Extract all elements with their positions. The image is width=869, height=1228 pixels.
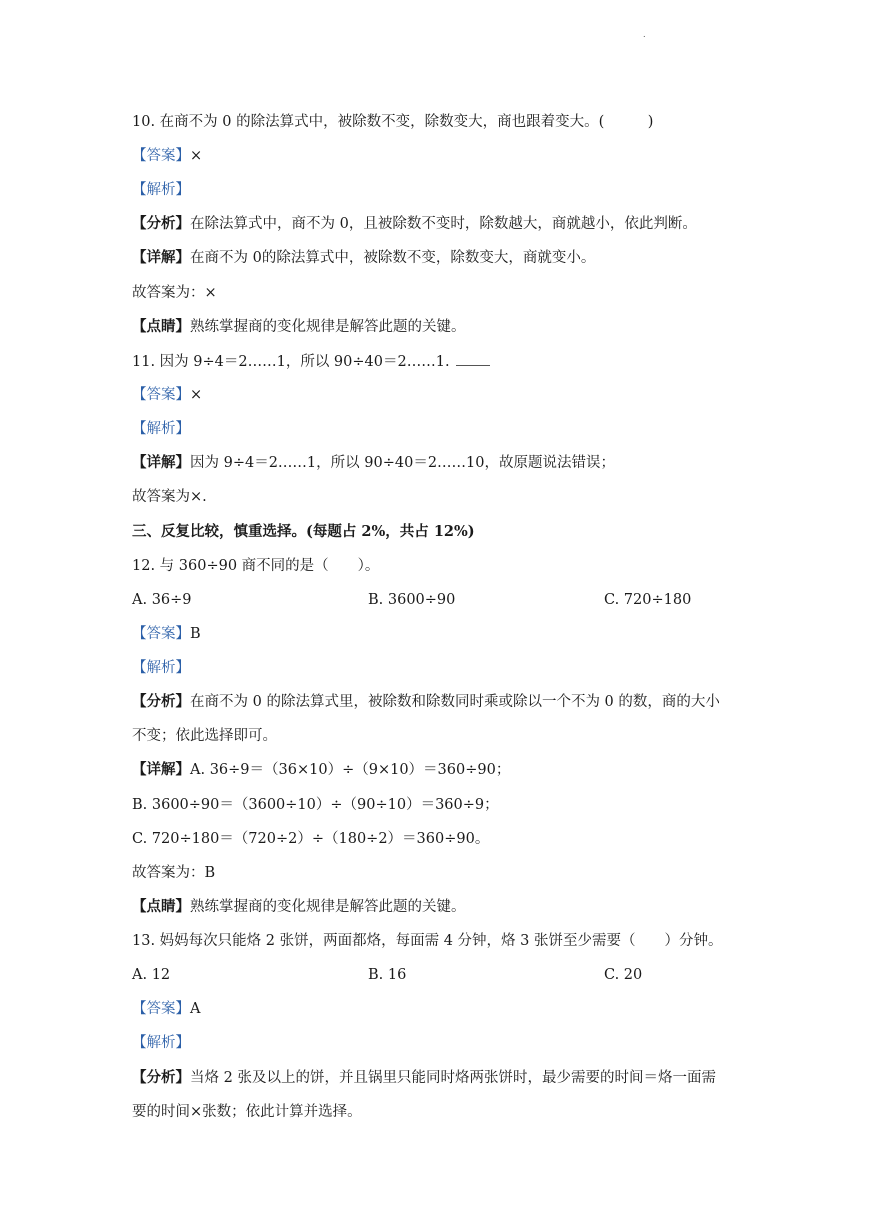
answer-tag: 【答案】 [132, 1001, 190, 1017]
q12-fenxi-cont: 不变；依此选择即可。 [132, 728, 277, 744]
q12-option-a: A. 36÷9 [132, 592, 192, 608]
fenxi-text: 当烙 2 张及以上的饼，并且锅里只能同时烙两张饼时，最少需要的时间＝烙一面需 [190, 1070, 716, 1086]
answer-tag: 【答案】 [132, 626, 190, 642]
q12-analysis-tag: 【解析】 [132, 660, 190, 676]
q13-fenxi [132, 1068, 716, 1088]
q13-option-b: B. 16 [368, 967, 407, 983]
q12-option-b: B. 3600÷90 [368, 592, 456, 608]
xiangjie-tag: 【详解】 [132, 249, 190, 266]
q10-conclusion: 故答案为：× [132, 285, 217, 301]
answer-value: × [190, 387, 203, 403]
answer-value: A [190, 1001, 201, 1017]
q13-option-a: A. 12 [132, 967, 171, 983]
xiangjie-text: 在商不为 0的除法算式中，被除数不变，除数变大，商就变小。 [190, 250, 596, 266]
fenxi-text: 在商不为 0 的除法算式里，被除数和除数同时乘或除以一个不为 0 的数，商的大小 [190, 694, 720, 710]
q13-stem: 13. 妈妈每次只能烙 2 张饼，两面都烙，每面需 4 分钟，烙 3 张饼至少需要（ ）分钟。 [132, 933, 723, 949]
dianjing-text: 熟练掌握商的变化规律是解答此题的关键。 [190, 899, 466, 915]
header-mark: . [643, 30, 646, 39]
q11-conclusion: 故答案为×. [132, 489, 207, 505]
q12-dianjing [132, 897, 466, 917]
dianjing-tag: 【点睛】 [132, 318, 190, 335]
xiangjie-text: 因为 9÷4＝2……1，所以 90÷40＝2……10，故原题说法错误； [190, 455, 615, 471]
answer-value: × [190, 148, 203, 164]
xiangjie-text: A. 36÷9＝（36×10）÷（9×10）＝360÷90； [190, 762, 511, 778]
answer-blank [456, 351, 490, 366]
q11-answer [132, 385, 202, 405]
fenxi-tag: 【分析】 [132, 215, 190, 232]
fenxi-tag: 【分析】 [132, 1069, 190, 1086]
q10-analysis-tag: 【解析】 [132, 182, 190, 198]
q10-stem: 10. 在商不为 0 的除法算式中，被除数不变，除数变大，商也跟着变大。( ) [132, 114, 654, 130]
answer-tag: 【答案】 [132, 387, 190, 403]
dianjing-tag: 【点睛】 [132, 898, 190, 915]
q13-answer [132, 999, 200, 1019]
q13-option-c: C. 20 [604, 967, 643, 983]
q13-analysis-tag: 【解析】 [132, 1035, 190, 1051]
q11-stem-text: 11. 因为 9÷4＝2……1，所以 90÷40＝2……1. [132, 354, 450, 370]
answer-tag: 【答案】 [132, 148, 190, 164]
q10-dianjing [132, 317, 466, 337]
q11-xiangjie [132, 453, 615, 473]
q12-xiangjie-b: B. 3600÷90＝（3600÷10）÷（90÷10）＝360÷9； [132, 797, 499, 813]
section-heading: 三、反复比较，慎重选择。(每题占 2%，共占 12%) [132, 523, 475, 540]
q12-fenxi [132, 692, 720, 712]
answer-value: B [190, 626, 201, 642]
q12-stem: 12. 与 360÷90 商不同的是（ ）。 [132, 558, 380, 574]
xiangjie-tag: 【详解】 [132, 761, 190, 778]
q13-fenxi-cont: 要的时间×张数；依此计算并选择。 [132, 1104, 362, 1120]
q10-fenxi [132, 214, 697, 234]
dianjing-text: 熟练掌握商的变化规律是解答此题的关键。 [190, 319, 466, 335]
xiangjie-tag: 【详解】 [132, 454, 190, 471]
fenxi-tag: 【分析】 [132, 693, 190, 710]
q12-option-c: C. 720÷180 [604, 592, 692, 608]
q11-analysis-tag: 【解析】 [132, 421, 190, 437]
q10-answer [132, 146, 202, 166]
q10-xiangjie [132, 248, 595, 268]
q11-stem [132, 351, 490, 372]
fenxi-text: 在除法算式中，商不为 0，且被除数不变时，除数越大，商就越小，依此判断。 [190, 216, 697, 232]
q12-xiangjie [132, 760, 510, 780]
q12-xiangjie-c: C. 720÷180＝（720÷2）÷（180÷2）＝360÷90。 [132, 831, 490, 847]
q12-answer [132, 624, 201, 644]
q12-conclusion: 故答案为：B [132, 865, 216, 881]
